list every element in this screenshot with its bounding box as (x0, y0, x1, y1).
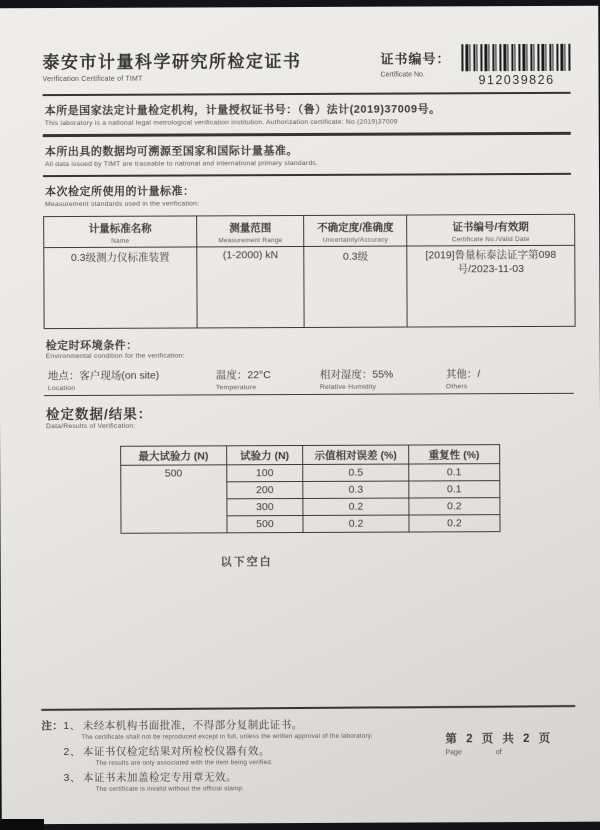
temperature-value: 温度：22°C (215, 369, 271, 382)
certificate-footer (41, 706, 575, 796)
statement-authorization (43, 94, 573, 129)
standards-col-name (44, 216, 197, 248)
certificate-number-labels (380, 48, 450, 78)
standards-col-cert (407, 214, 575, 246)
environment-values-row (44, 366, 574, 396)
error-cell: 0.3 (303, 481, 409, 498)
results-header-row (121, 445, 500, 466)
col-label-en: Certificate No./Valid Date (451, 236, 530, 244)
blank-below-note: 以下空白 (220, 556, 273, 569)
page-number-zh: 第 2 页 共 2 页 (445, 732, 554, 746)
footnote-2 (41, 742, 445, 767)
note-text-zh: 本证书未加盖检定专用章无效。 (82, 771, 237, 784)
statement-traceability (43, 135, 573, 170)
col-label-en: Measurement Range (218, 237, 283, 245)
col-label-en: Name (111, 237, 130, 245)
standards-heading-zh: 本次检定所使用的计量标准： (44, 185, 195, 199)
standards-col-accuracy (304, 215, 407, 246)
error-cell: 0.5 (303, 464, 409, 481)
results-heading-en: Data/Results of Verification: (46, 422, 136, 431)
col-label-en: Uncertainty/Accuracy (322, 236, 389, 245)
repeatability-cell: 0.2 (409, 515, 500, 532)
max-force-cell: 500 (121, 465, 227, 533)
repeatability-cell: 0.1 (409, 464, 500, 481)
test-force-cell: 200 (226, 482, 303, 499)
page-of-label-en: of (495, 749, 502, 757)
note-number: 3、 (63, 771, 81, 785)
temperature-label-en: Temperature (215, 384, 257, 392)
note-text-en: The certificate is invalid without the official stamp. (95, 785, 245, 793)
certificate-paper (0, 6, 600, 825)
footnote-3 (42, 768, 446, 793)
col-label: 测量范围 (229, 222, 272, 235)
standards-data-row (44, 245, 575, 328)
standards-col-range (197, 216, 305, 247)
location-value: 地点：客户现场(on site) (47, 369, 160, 383)
note-text-zh: 本证书仅检定结果对所检校仪器有效。 (82, 745, 270, 758)
col-label: 计量标准名称 (88, 222, 152, 236)
humidity-label-en: Relative Humidity (319, 383, 377, 392)
error-cell: 0.2 (303, 498, 409, 515)
others-label-en: Others (445, 383, 468, 391)
results-heading-zh: 检定数据/结果： (45, 406, 153, 423)
statement-authorization-en: This laboratory is a national legal metrological verification institution. Authorization certificate: No (2019)37009 (44, 118, 398, 128)
repeatability-cell: 0.1 (409, 481, 500, 498)
humidity-value: 相对湿度：55% (319, 368, 394, 382)
page-indicator (445, 730, 575, 795)
standard-range-cell: (1-2000) kN (197, 247, 305, 328)
certificate-header (42, 46, 572, 89)
standard-accuracy-cell: 0.3级 (304, 246, 407, 327)
statement-traceability-zh: 本所出具的数据均可溯源至国家和国际计量基准。 (44, 144, 298, 158)
standard-cert-cell: [2019]鲁量标泰法证字第098号/2023-11-03 (407, 245, 575, 327)
note-text-zh: 未经本机构书面批准，不得部分复制此证书。 (82, 718, 303, 732)
results-col-error: 示值相对误差 (%) (303, 445, 409, 464)
certificate-title-en: Verification Certificate of TIMT (42, 75, 143, 84)
results-col-max-force: 最大试验力 (N) (121, 446, 227, 465)
note-number: 2、 (63, 745, 81, 759)
standard-name-cell: 0.3级测力仪标准装置 (44, 247, 197, 329)
results-heading (44, 401, 574, 430)
others-value: 其他：/ (445, 368, 481, 381)
environment-heading-zh: 检定时环境条件： (45, 339, 138, 353)
issuer-title-block (42, 47, 301, 83)
barcode-block (460, 44, 572, 87)
photo-corner-shadow (0, 819, 44, 830)
note-text-en: The results are only associated with the item being verified. (95, 759, 273, 767)
standards-section-heading (43, 175, 573, 210)
location-label-en: Location (47, 385, 76, 393)
page-label-en: Page (445, 749, 462, 757)
footnotes (41, 716, 445, 796)
environment-humidity (320, 367, 446, 392)
footnote-1 (41, 716, 445, 741)
results-row (121, 464, 500, 483)
standards-heading-en: Measurement standards used in the verification: (45, 200, 200, 209)
environment-temperature (216, 367, 320, 391)
certificate-number-label-en: Certificate No. (380, 71, 425, 79)
certificate-content (0, 6, 600, 825)
results-col-test-force: 试验力 (N) (226, 446, 303, 465)
statement-traceability-en: All data issued by TIMT are traceable to national and international primary standards. (44, 159, 319, 168)
environment-location (48, 368, 216, 393)
divider (41, 705, 575, 711)
col-label: 不确定度/准确度 (317, 221, 394, 235)
standards-header-row (44, 214, 575, 247)
environment-heading-en: Environmental condition for the verification: (45, 352, 185, 361)
col-label: 证书编号/有效期 (452, 221, 529, 234)
note-text-en: The certificate shall not be reproduced except in full, unless the written approval of the laboratory. (81, 732, 373, 741)
verification-results-table (120, 444, 500, 534)
error-cell: 0.2 (303, 515, 409, 532)
notes-label: 注： (41, 720, 64, 733)
barcode-icon (461, 44, 571, 71)
measurement-standards-table (43, 214, 575, 329)
results-col-repeatability: 重复性 (%) (408, 445, 499, 464)
certificate-number-value: 912039826 (478, 72, 555, 88)
note-number: 1、 (63, 719, 81, 733)
test-force-cell: 100 (226, 465, 303, 482)
test-force-cell: 500 (226, 516, 303, 533)
certificate-title: 泰安市计量科学研究所检定证书 (42, 51, 302, 73)
environment-heading (44, 335, 574, 360)
certificate-number-block (380, 46, 572, 88)
statement-authorization-zh: 本所是国家法定计量检定机构，计量授权证书号：（鲁）法计(2019)37009号。 (44, 103, 441, 118)
test-force-cell: 300 (226, 499, 303, 516)
certificate-number-label: 证书编号： (380, 51, 451, 67)
environment-others (446, 366, 572, 391)
repeatability-cell: 0.2 (409, 498, 500, 515)
